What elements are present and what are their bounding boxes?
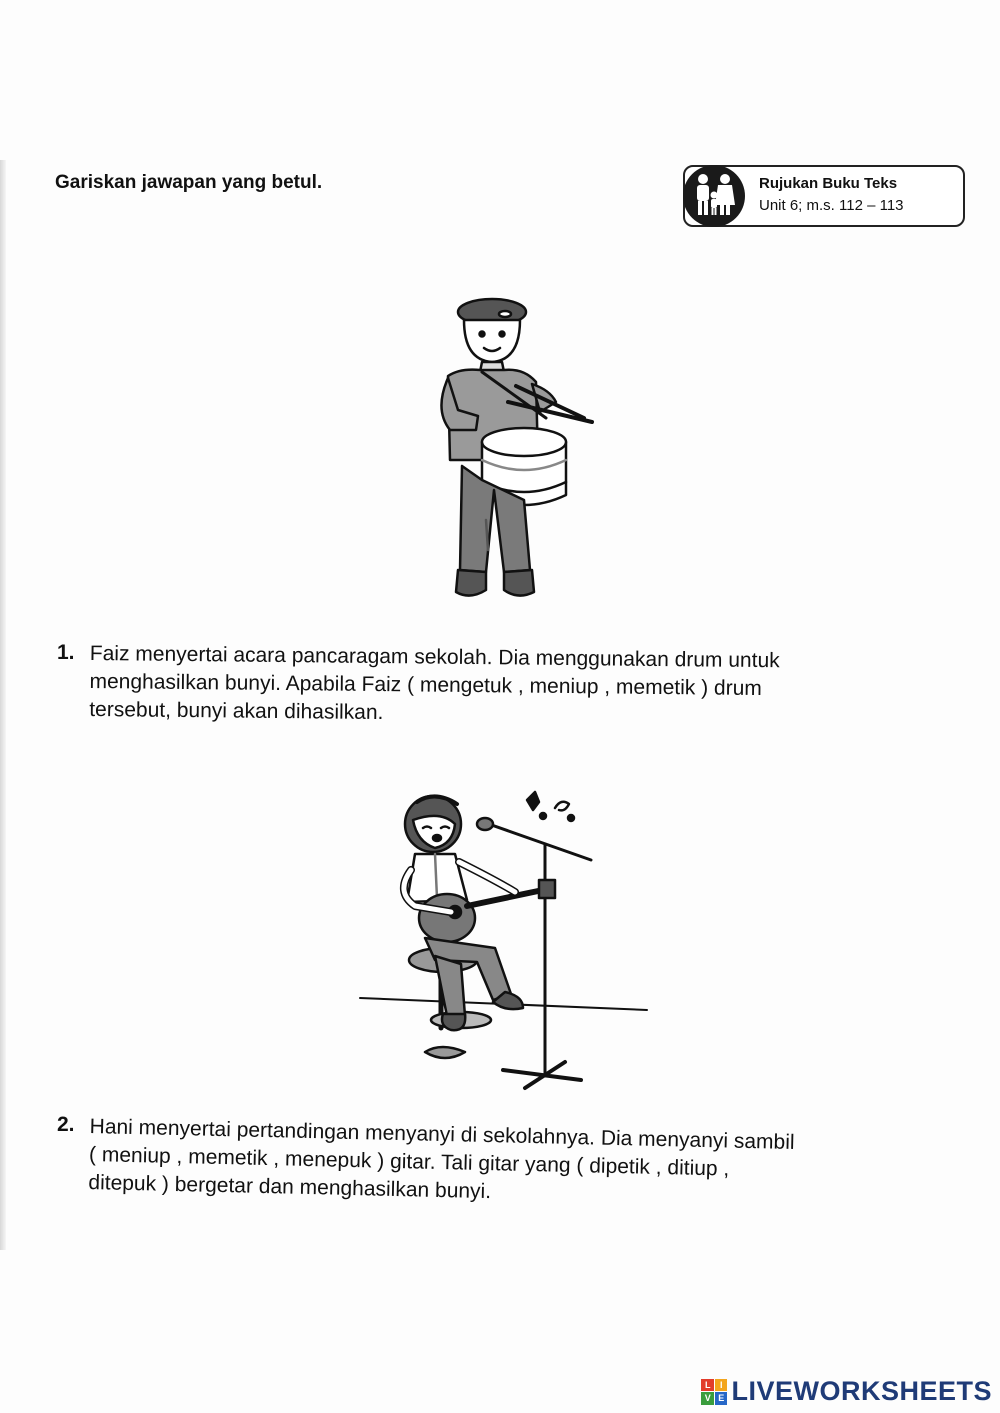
family-icon bbox=[683, 165, 745, 227]
question-1-number: 1. bbox=[57, 641, 75, 664]
drummer-boy-illustration bbox=[420, 290, 600, 610]
question-1-line-1: Faiz menyertai acara pancaragam sekolah. Dia menggunakan drum untuk bbox=[89, 641, 780, 673]
girl-singing-guitar-illustration bbox=[355, 780, 655, 1095]
liveworksheets-badge-icon: L I V E bbox=[701, 1379, 727, 1405]
question-2-text bbox=[88, 1113, 795, 1213]
liveworksheets-wordmark: LIVEWORKSHEETS bbox=[731, 1376, 992, 1406]
reference-pages: Unit 6; m.s. 112 – 113 bbox=[759, 197, 904, 214]
textbook-reference-box bbox=[683, 165, 965, 227]
question-1-text bbox=[89, 640, 780, 731]
question-2-number: 2. bbox=[57, 1113, 75, 1136]
question-2-line-3: ditepuk ) bergetar dan menghasilkan bunyi. bbox=[88, 1170, 492, 1204]
liveworksheets-logo bbox=[701, 1376, 992, 1407]
scan-edge-shadow bbox=[0, 160, 6, 1250]
question-2-line-1: Hani menyertai pertandingan menyanyi di sekolahnya. Dia menyanyi sambil bbox=[89, 1114, 795, 1154]
question-2-line-2: ( meniup , memetik , menepuk ) gitar. Tali gitar yang ( dipetik , ditiup , bbox=[88, 1142, 730, 1181]
reference-title: Rujukan Buku Teks bbox=[759, 175, 898, 192]
instruction-heading: Gariskan jawapan yang betul. bbox=[55, 172, 323, 193]
question-1-line-3: tersebut, bunyi akan dihasilkan. bbox=[89, 697, 384, 725]
question-1-line-2: menghasilkan bunyi. Apabila Faiz ( mengetuk , meniup , memetik ) drum bbox=[89, 669, 762, 701]
